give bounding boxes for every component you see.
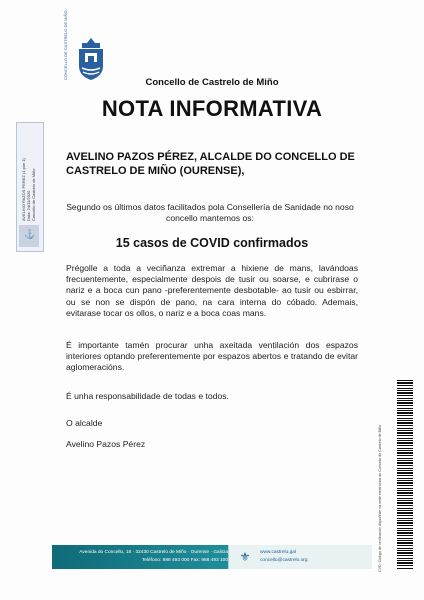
organization-name: Concello de Castrelo de Miño: [145, 77, 279, 88]
footer-email[interactable]: concello@castrelo.org: [260, 558, 308, 563]
footer-address: Avenida do Concello, 18 · 32430 Castrelo de Miño · Ourense · Galicia: [79, 550, 228, 555]
seal-icon: ⚓: [24, 229, 36, 239]
logo-caption: CONCELLO DE CASTRELO DE MIÑO: [63, 10, 68, 80]
municipal-logo-icon: ⚜: [239, 550, 251, 564]
closing-title: O alcalde: [66, 418, 103, 428]
digital-signature-stamp: [16, 122, 44, 252]
footer-phone: Teléfono: 988 493 000 Fax: 988 493 100: [141, 558, 228, 563]
verification-code-text: CVD: Código de verificación dispoñible na sede electrónica do Concello de Castrelo de Miño: [378, 424, 382, 572]
intro-text: Segundo os últimos datos facilitados pola Consellería de Sanidade no noso concello mantemos os:: [66, 202, 354, 223]
covid-cases-headline: 15 casos de COVID confirmados: [115, 236, 309, 250]
footer-contact-block: [64, 549, 228, 565]
stamp-line-2: Data: 24/11/2020: [26, 190, 31, 221]
municipal-coat-of-arms-icon: [74, 36, 108, 82]
stamp-line-1: AVELINO PAZOS PEREZ (1 pxe 1): [21, 158, 26, 221]
stamp-line-3: Concello de Castrelo de Miño: [31, 168, 36, 221]
body-paragraph-hygiene: Prégolle a toda a veciñanza extremar a hixiene de mans, lavándoas frecuentemente, especialmente despois de tusir ou soarse, e cubrirase o nariz e a boca cun pano -preferentemente desbotable- ao tusir ou esbirrar, ou se non se dispón de pano, na cara interna do cóbado. Ademais, evitarase tocar os ollos, o nariz e a boca coas mans.: [66, 263, 358, 318]
footer-website[interactable]: www.castrelo.gal: [260, 550, 296, 555]
signer-name: Avelino Pazos Pérez: [66, 439, 146, 449]
body-paragraph-responsibility: É unha responsabilidade de todas e todos.: [66, 391, 229, 401]
page-title: NOTA INFORMATIVA: [101, 96, 323, 121]
footer-bar: [52, 545, 372, 569]
body-paragraph-ventilation: É importante tamén procurar unha axeitada ventilación dos espazos interiores optando preferentemente por espazos abertos e tratando de evitar aglomeracións.: [66, 340, 358, 373]
stamp-text: [21, 127, 39, 221]
footer-web-block: [260, 549, 370, 565]
barcode: [397, 380, 413, 570]
author-heading: AVELINO PAZOS PÉREZ, ALCALDE DO CONCELLO DE CASTRELO DE MIÑO (OURENSE),: [66, 151, 355, 177]
